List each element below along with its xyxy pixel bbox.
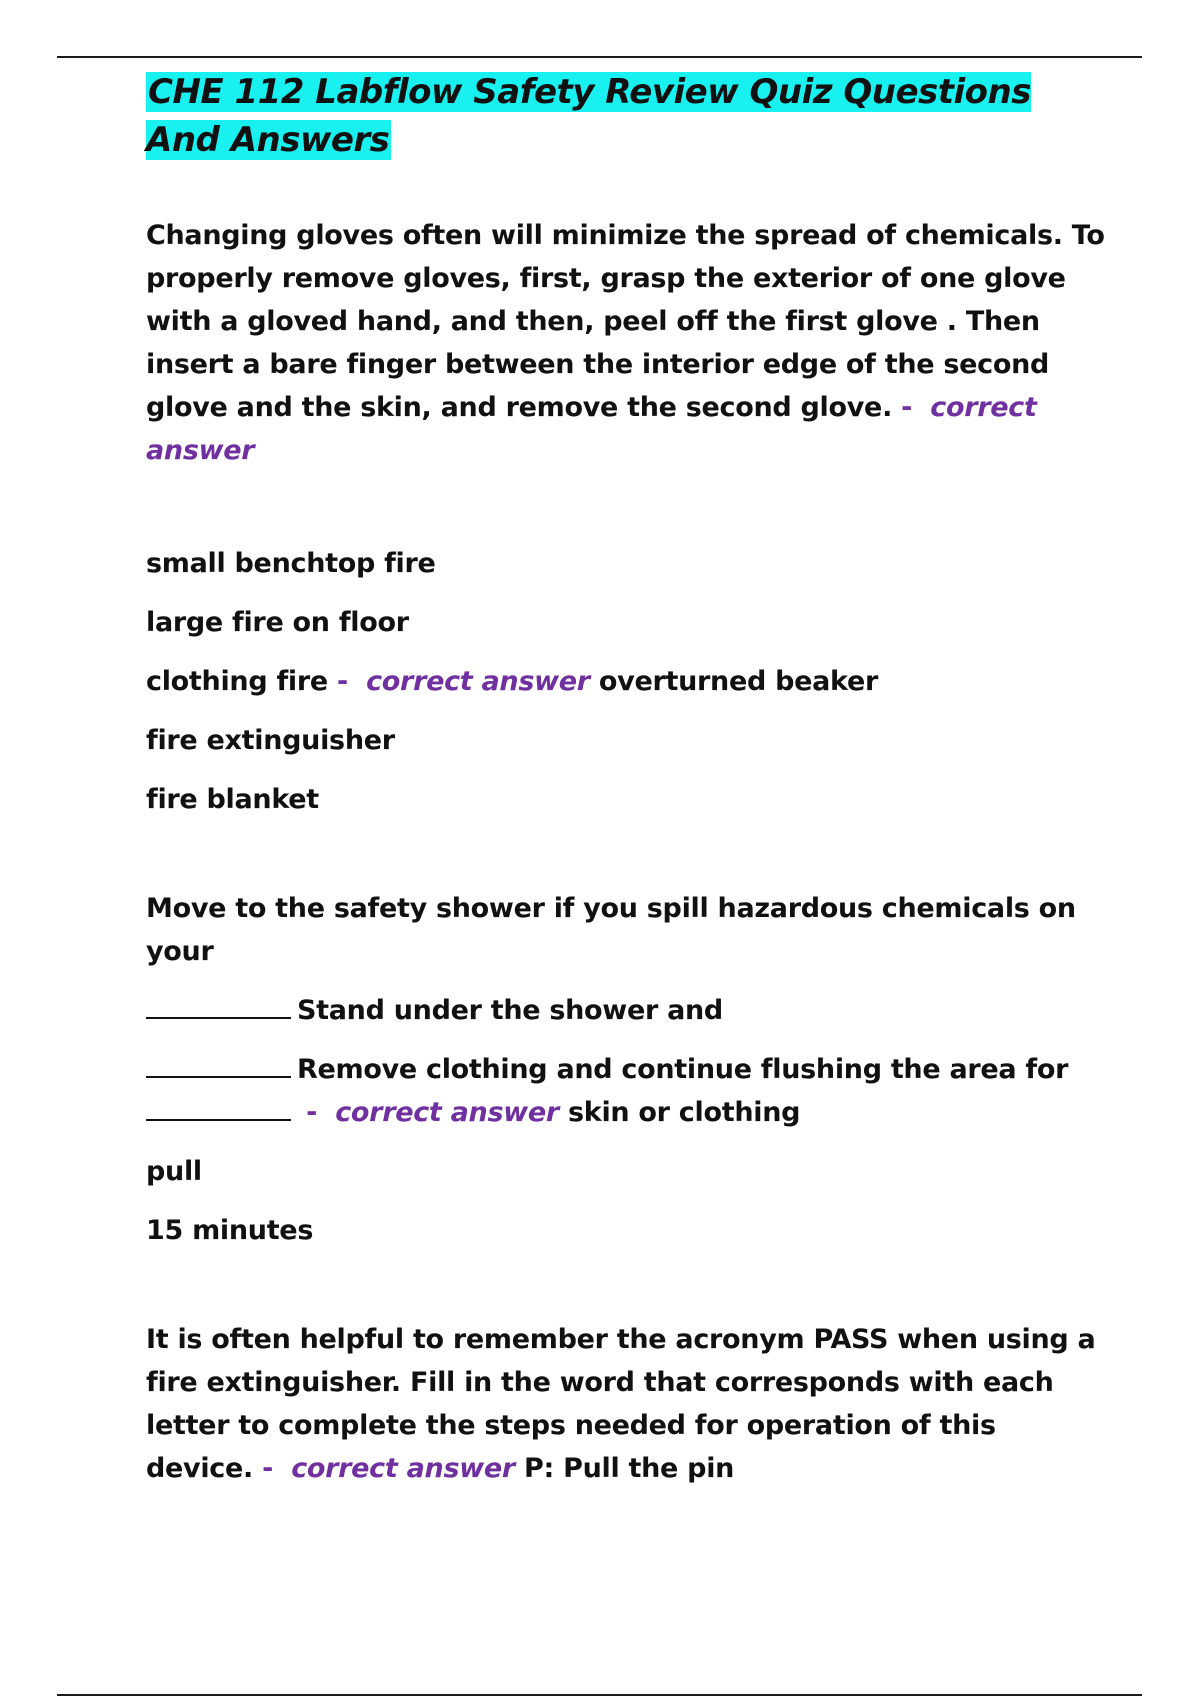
question-safety-shower bbox=[146, 887, 1106, 1252]
list-item: 15 minutes bbox=[146, 1215, 314, 1246]
list-item: fire blanket bbox=[146, 784, 319, 815]
fill-blank bbox=[146, 991, 291, 1019]
list-item: pull bbox=[146, 1156, 202, 1187]
list-item bbox=[146, 660, 1106, 703]
document-title bbox=[146, 68, 1106, 164]
fill-blank bbox=[146, 1050, 291, 1078]
correct-answer-label: correct bbox=[291, 1453, 398, 1484]
question-text: Move to the safety shower if you spill hazardous chemicals on your bbox=[146, 893, 1076, 967]
answer-separator: - bbox=[336, 666, 348, 697]
answer-separator: - bbox=[262, 1453, 273, 1484]
answer-text: overturned beaker bbox=[598, 666, 879, 697]
question-gloves bbox=[146, 214, 1106, 472]
answer-separator: - bbox=[901, 392, 913, 423]
list-item: small benchtop fire bbox=[146, 548, 436, 579]
answer-separator: - bbox=[306, 1097, 318, 1128]
list-item bbox=[146, 1091, 1106, 1134]
question-text: Remove clothing and continue flushing the area for bbox=[297, 1054, 1069, 1085]
title-highlight: CHE 112 Labflow Safety Review Quiz Questions And Answers bbox=[146, 72, 1031, 160]
correct-answer-label: correct answer bbox=[366, 666, 590, 697]
correct-answer-label: answer bbox=[406, 1453, 515, 1484]
question-text: Changing gloves often will minimize the spread of chemicals. To properly remove gloves, first, grasp the exterior of one glove with a gloved hand, and then, peel off the first glove . Then insert a bare finger between the interior edge of the second glove and the skin, and remove the second glove. bbox=[146, 220, 1105, 423]
question-pass bbox=[146, 1318, 1106, 1490]
correct-answer-label: correct answer bbox=[146, 392, 1037, 466]
question-text: It is often helpful to remember the acronym PASS when using a fire extinguisher. Fill in the word that corresponds with each letter to complete the steps needed for operation of this device. bbox=[146, 1324, 1096, 1484]
bottom-rule bbox=[57, 1694, 1142, 1696]
question-text: Stand under the shower and bbox=[297, 995, 723, 1026]
fill-blank bbox=[146, 1093, 291, 1121]
answer-text: skin or clothing bbox=[568, 1097, 801, 1128]
question-fire-types bbox=[146, 542, 1106, 821]
top-rule bbox=[57, 56, 1142, 58]
list-item bbox=[146, 1048, 1106, 1091]
question-text: clothing fire bbox=[146, 666, 328, 697]
answer-text: P: Pull the pin bbox=[524, 1453, 735, 1484]
list-item: fire extinguisher bbox=[146, 725, 395, 756]
document-body bbox=[146, 68, 1106, 1490]
list-item: large fire on floor bbox=[146, 607, 409, 638]
correct-answer-label: correct answer bbox=[335, 1097, 559, 1128]
list-item bbox=[146, 989, 1106, 1032]
